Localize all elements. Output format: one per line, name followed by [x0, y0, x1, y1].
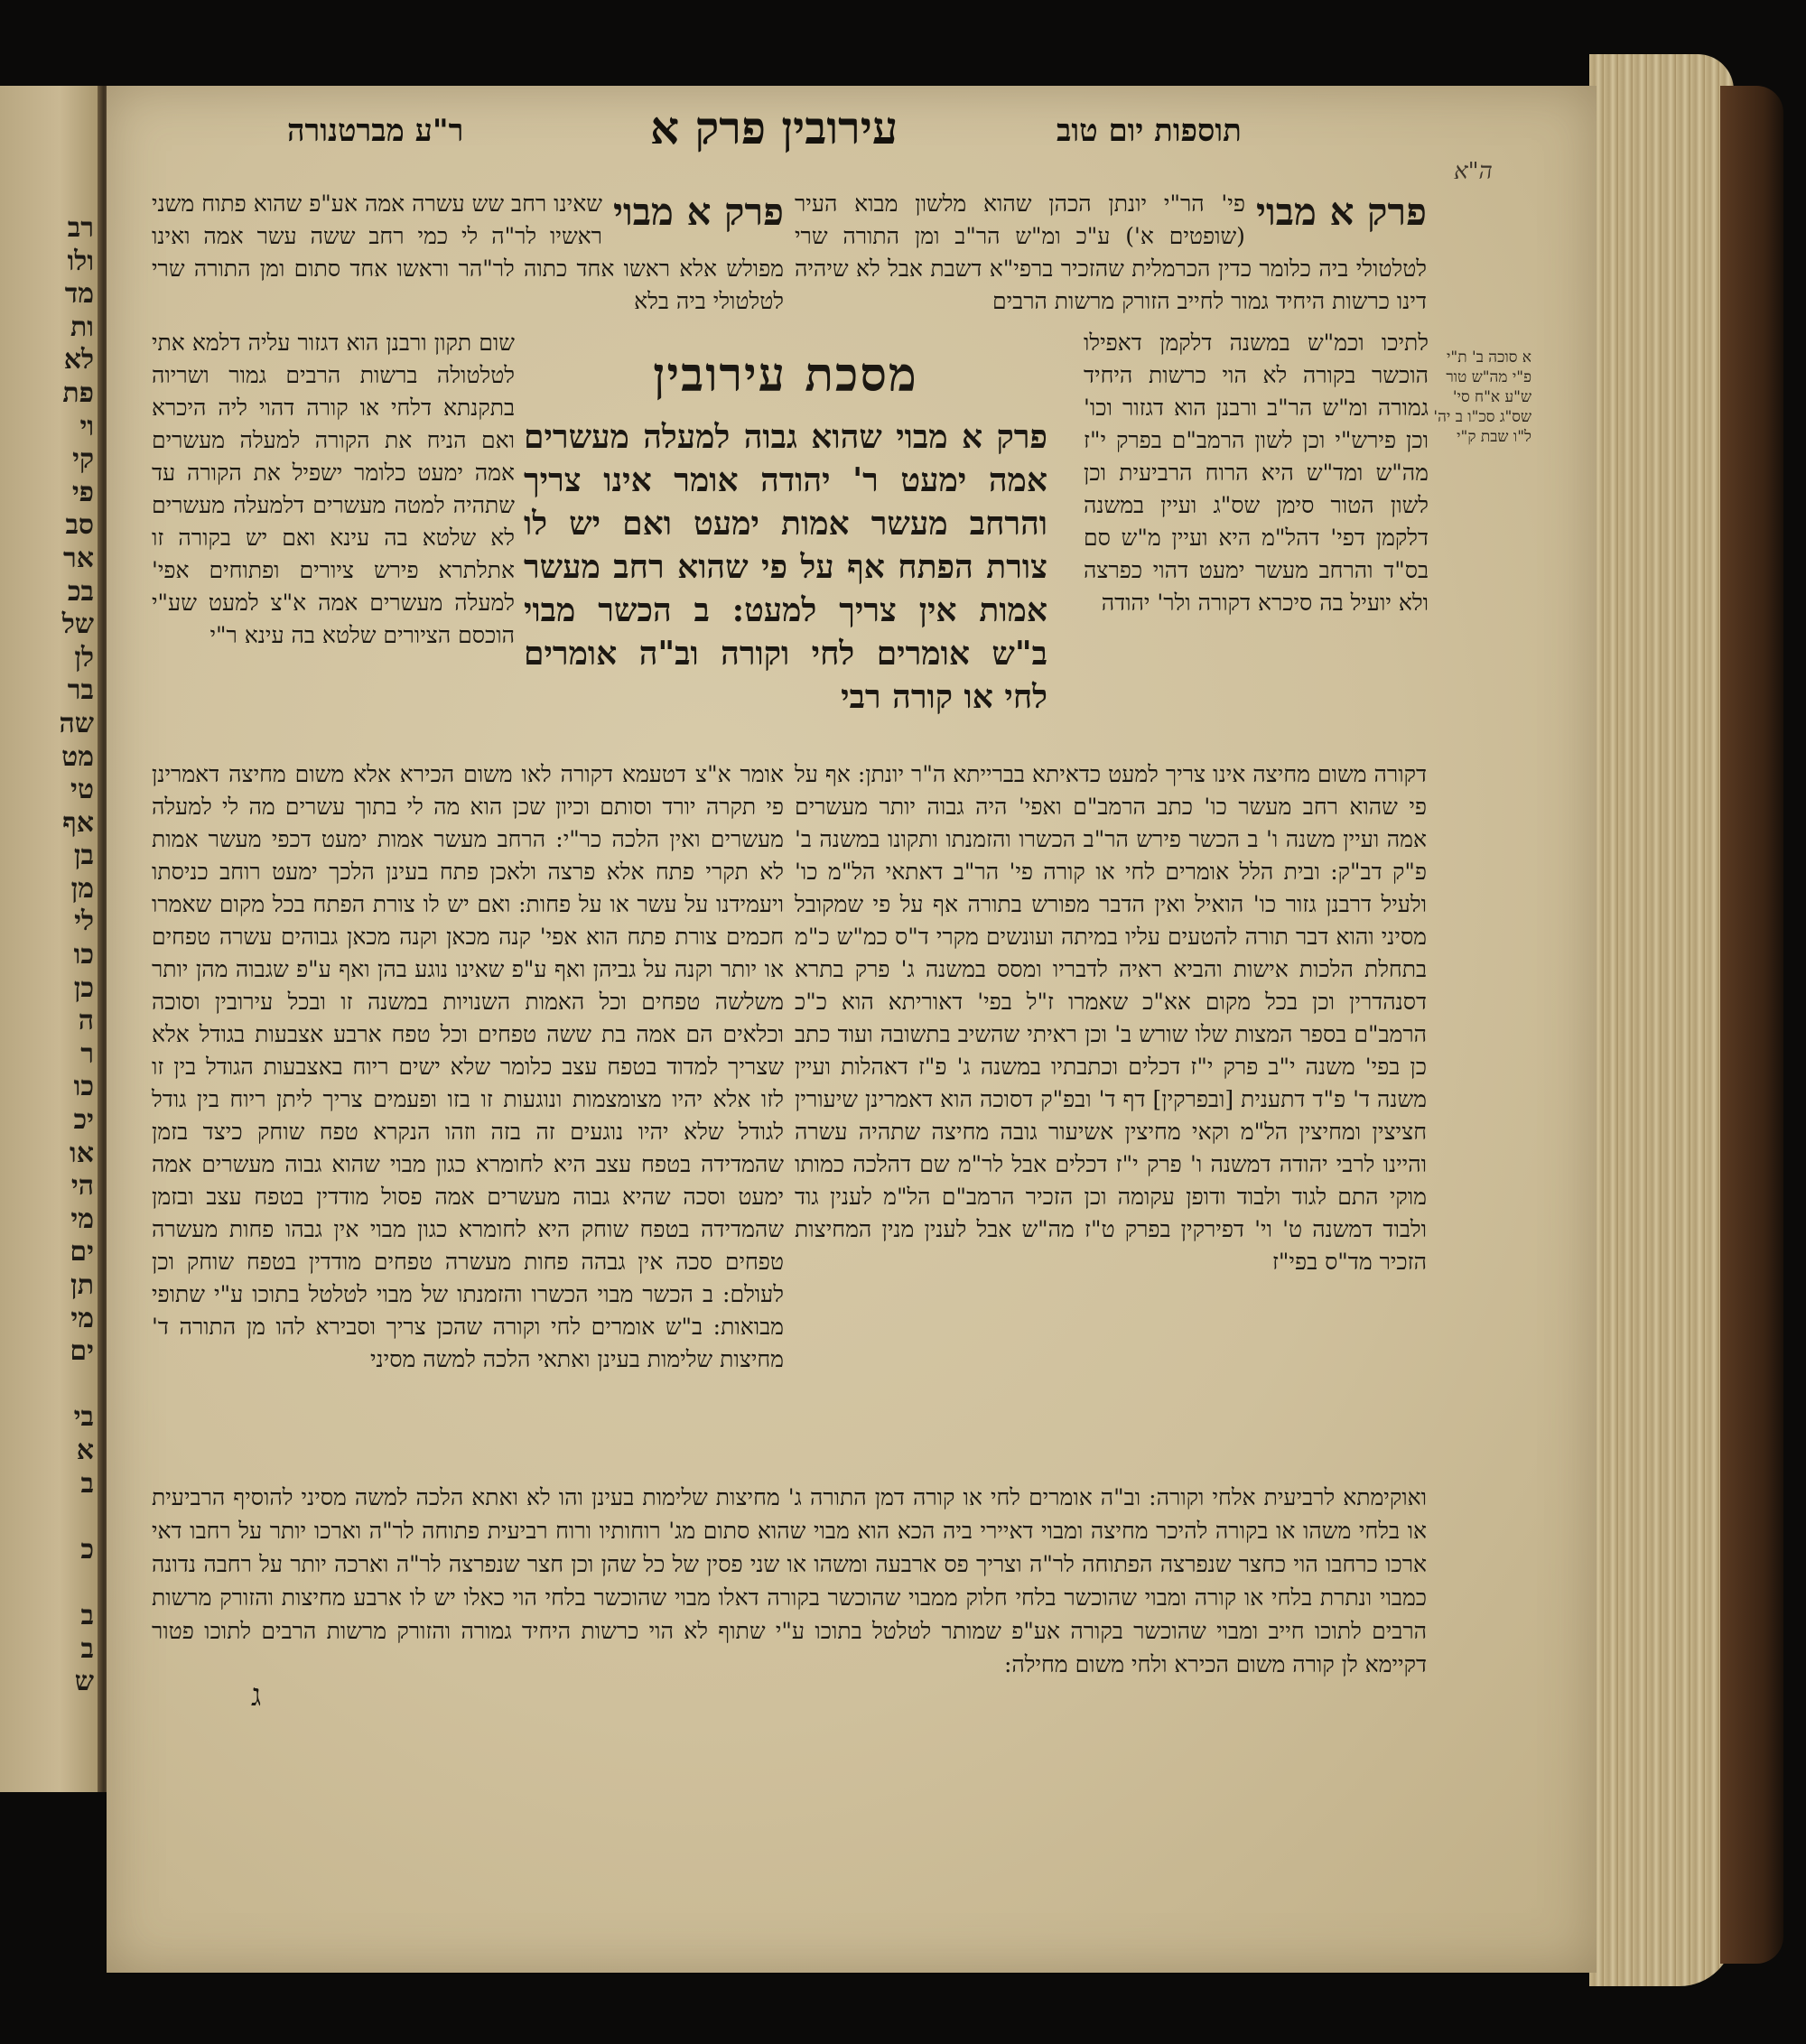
- mishnah-text: פרק א מבוי שהוא גבוה למעלה מעשרים אמה ימעט ר' יהודה אומר אינו צריך והרחב מעשר אמות ימעט ואם יש לו צורת הפתח אף על פי שהוא רחב מעשר אמות אין צריך למעט: ב הכשר מבוי ב"ש אומרים לחי וקורה וב"ה אומרים לחי או קורה רבי: [524, 418, 1047, 716]
- bartenura-top-heading: פרק א מבוי: [612, 190, 784, 234]
- mishnah-block: [524, 348, 1047, 719]
- bartenura-top-text: שאינו רחב שש עשרה אמה אע"פ שהוא פתוח משני ראשיו לר"ה לי כמי רחב ששה עשר אמה ואינו מפולש אלא ראשו אחד כתוה לר"הר וראשו אחד סתום ומן התורה שרי לטלטולי ביה בלא: [152, 190, 784, 314]
- left-page-margin-letters: רב ולו מד ות לא פת וי קי פי סב אר בכ של לן בר שה מט טי אף בן מן לי כו כן ה ר כו יכ או הי מי ים תן מי ים בי א ב כ ב ב ש: [59, 212, 94, 1698]
- folio-number: ה"א: [1454, 158, 1493, 185]
- tosafot-top: [795, 188, 1427, 318]
- header-tosafot: תוספות יום טוב: [1057, 113, 1242, 149]
- left-facing-page: [0, 86, 99, 1792]
- header-tractate-chapter: עירובין פרק א: [650, 101, 898, 154]
- bartenura-middle-column: אומר א"צ דטעמא דקורה לאו משום הכירא אלא משום מחיצה דאמרינן פי תקרה יורד וסותם וכיון שכן הוא מה לי בתוך עשרים מה לי למעלה מעשרים ואין הלכה כר"י: הרחב מעשר אמות ימעט דכפי מעשר אמות לא תקרי פתח אלא פרצה ולאכן פתח בעינן הלכך ימעט רוחב כניסתו ויעמידנו על עשר או על פחות: ואם יש לו צורת הפתח בכל מקום שאמרו חכמים צורת פתח הוא אפי' קנה מכאן וקנה מכאן גבוהים עשרה טפחים או יותר וקנה על גביהן ואף ע"פ שאינו נוגע בהן ואף ע"פ שגבוה מהן יותר משלשה טפחים וכל האמות השנויות במשנה זו ובכל עירובין וסוכה וכלאים הם אמה בת ששה טפחים וכל טפח ארבע אצבעות בגודל אלא שצריך למדוד בטפח עצב כלומר שלא ישים ריוח באצבעות הגודל בין זו לזו אלא יהיו מצומצמות ונוגעות זו בזו ופעמים צריך ליתן ריוח בין גודל לגודל שלא יהיו נוגעים זה בזה וזהו הנקרא טפח שוחק כיצד בזמן שהמדידה בטפח עצב היא לחומרא כגון מבוי שהוא גבוה מעשרים אמה ימעט וסכה שהיא גבוה מעשרים אמה פסול מודדין בטפח עצב ובזמן שהמדידה בטפח שוחק היא לחומרא כגון מבוי אין גבהו פחות מעשרה טפחים סכה אין גבהה פחות מעשרה טפחים מודדין בטפח שוחק וכן לעולם: ב הכשר מבוי הכשרו והזמנתו של מבוי לטלטל בתוכו ע"י שתופי מבואות: ב"ש אומרים לחי וקורה שהכן צריך וסבירא להו מן התורה ד' מחיצות שלימות בעינן ואתאי הלכה למשה מסיני: [152, 761, 784, 1372]
- tosafot-top-text: פי' הר"י יונתן הכהן שהוא מלשון מבוא העיר (שופטים א') ע"כ ומ"ש הר"ב ומן התורה שרי לטלטולי ביה כלומר כדין הכרמלית שהזכיר ברפי"א דשבת אבל לא שיהיה דינו כרשות היחיד גמור לחייב הזורק מרשות הרבים: [795, 190, 1427, 314]
- catchword: ג: [251, 1677, 262, 1714]
- header-bartenura: ר"ע מברטנורה: [287, 113, 464, 149]
- bartenura-top: [152, 188, 784, 318]
- book-cover-edge: [1720, 86, 1783, 1964]
- marginal-references: א סוכה ב' ת"י פ"י מה"ש טור ש"ע א"ח סי' שס"ג סכ"ו ב יה' ל"ו שבת ק"י: [1433, 348, 1531, 446]
- tractate-title: מסכת עירובין: [653, 348, 918, 403]
- bartenura-side-column: שום תקון ורבנן הוא דגזור עליה דלמא אתי לטלטולה ברשות הרבים גמור ושריוה בתקנתא דלחי או קורה דהוי ליה היכרא ואם הניח את הקורה למעלה מעשרים אמה ימעט כלומר ישפיל את הקורה עד שתהיה למטה מעשרים דלמעלה מעשרים לא שלטא בה עינא ואם יש בקורה זו אתלתרא פירש ציורים ופתוחים אפי' למעלה מעשרים אמה א"צ למעט שע"י הוכסם הציורים שלטא בה עינא ר"י: [152, 330, 515, 648]
- page-edges: [1589, 54, 1734, 1986]
- tosafot-top-heading: פרק א מבוי: [1255, 190, 1427, 234]
- tosafot-side-column: לתיכו וכמ"ש במשנה דלקמן דאפילו הוכשר בקורה לא הוי כרשות היחיד גמורה ומ"ש הר"ב ורבנן הוא דגזור וכו' וכן פירש"י וכן לשון הרמב"ם בפרק י"ז מה"ש ומד"ש היא הרוח הרביעית וכן לשון הטור סימן שס"ג ועיין במשנה דלקמן דפי' דהל"מ היא ועיין מ"ש סם בס"ד והרחב מעשר ימעט דהוי כפרצה ולא יועיל בה סיכרא דקורה ולר' יהודה: [1084, 330, 1429, 616]
- tosafot-middle-column: דקורה משום מחיצה אינו צריך למעט כדאיתא בברייתא ה"ר יונתן: אף על פי שהוא רחב מעשר כו' כתב הרמב"ם ואפי' היה גבוה יותר מעשרים אמה ועיין משנה ו' ב הכשר פירש הר"ב הכשרו והזמנתו ותקונו במשנה ב' פ"ק דב"ק: ובית הלל אומרים לחי או קורה פי' הר"ב דאתאי הל"מ כו' ולעיל דרבנן גזור כו' הואיל ואין הדבר מפורש בתורה אף על פי שמקובל מסיני והוא דבר תורה להטעים עליו במיתה ועונשים מקרי ד"ס כמ"ש כ"מ בתחלת הלכות אישות והביא ראיה לדבריו ומסס במשנה ג' פרק בתרא דסנהדרין וכן בכל מקום אא"כ שאמרו ז"ל בפי' דאוריתא הוא כ"כ הרמב"ם בספר המצות שלו שורש ב' וכן ראיתי שהשיב בתשובה ועוד כתב כן בפי' משנה י"ב פרק י"ז דכלים וכתבתיו במשנה ג' פ"ז דאהלות ועיין משנה ד' פ"ד דתענית [ובפרקין] דף ד' ובפ"ק דסוכה הוא דאמרינן שיעורין חציצין ומחיצין הל"מ וקאי מחיצין אשיעור גובה מחיצה שתהיה עשרה והיינו לרבי יהודה דמשנה ו' פרק י"ז דכלים אבל לר"מ שם דהלכה כמותו מוקי התם לגוד ולבוד ודופן עקומה וכן הזכיר הרמב"ם הל"מ לענין גוד ולבוד דמשנה ט' וי' דפירקין בפרק ט"ז מה"ש אבל לענין מנין המחיצות הזכיר מד"ס בפי"ז: [795, 761, 1427, 1275]
- bartenura-bottom: ואוקימתא לרביעית אלחי וקורה: וב"ה אומרים לחי או קורה דמן התורה ג' מחיצות שלימות בעינן והו לא ואתא הלכה למשה מסיני להוסיף הרביעית או בלחי משהו או בקורה להיכר מחיצה ומבוי דאיירי ביה הכא הוא מבוי שהוא סתום מג' רוחותיו ורוח רביעית פתוחה לר"ה וארכו יותר על רחבו דאי ארכו כרחבו הוי כחצר שנפרצה הפתוחה לר"ה וצריך פס ארבעה ומשהו או שני פסין של כל שהן וכן חצר שנפרצה לר"ה וארכה יותר על רחבה נדונה כמבוי ונתרת בלחי או קורה ומבוי שהוכשר בלחי חלוק ממבוי שהוכשר בקורה דאלו מבוי שהוכשר בלחי הוי כאלו יש לו ארבע מחיצות והזורק מרשות הרבים לתוכו חייב ומבוי שהוכשר בקורה אע"פ שמותר לטלטל בתוכו ע"י שתוף לא הוי כרשות היחיד גמורה והזורק מרשות הרבים לתוכו פטור דקיימא לן קורה משום הכירא ולחי משום מחילה:: [152, 1484, 1427, 1677]
